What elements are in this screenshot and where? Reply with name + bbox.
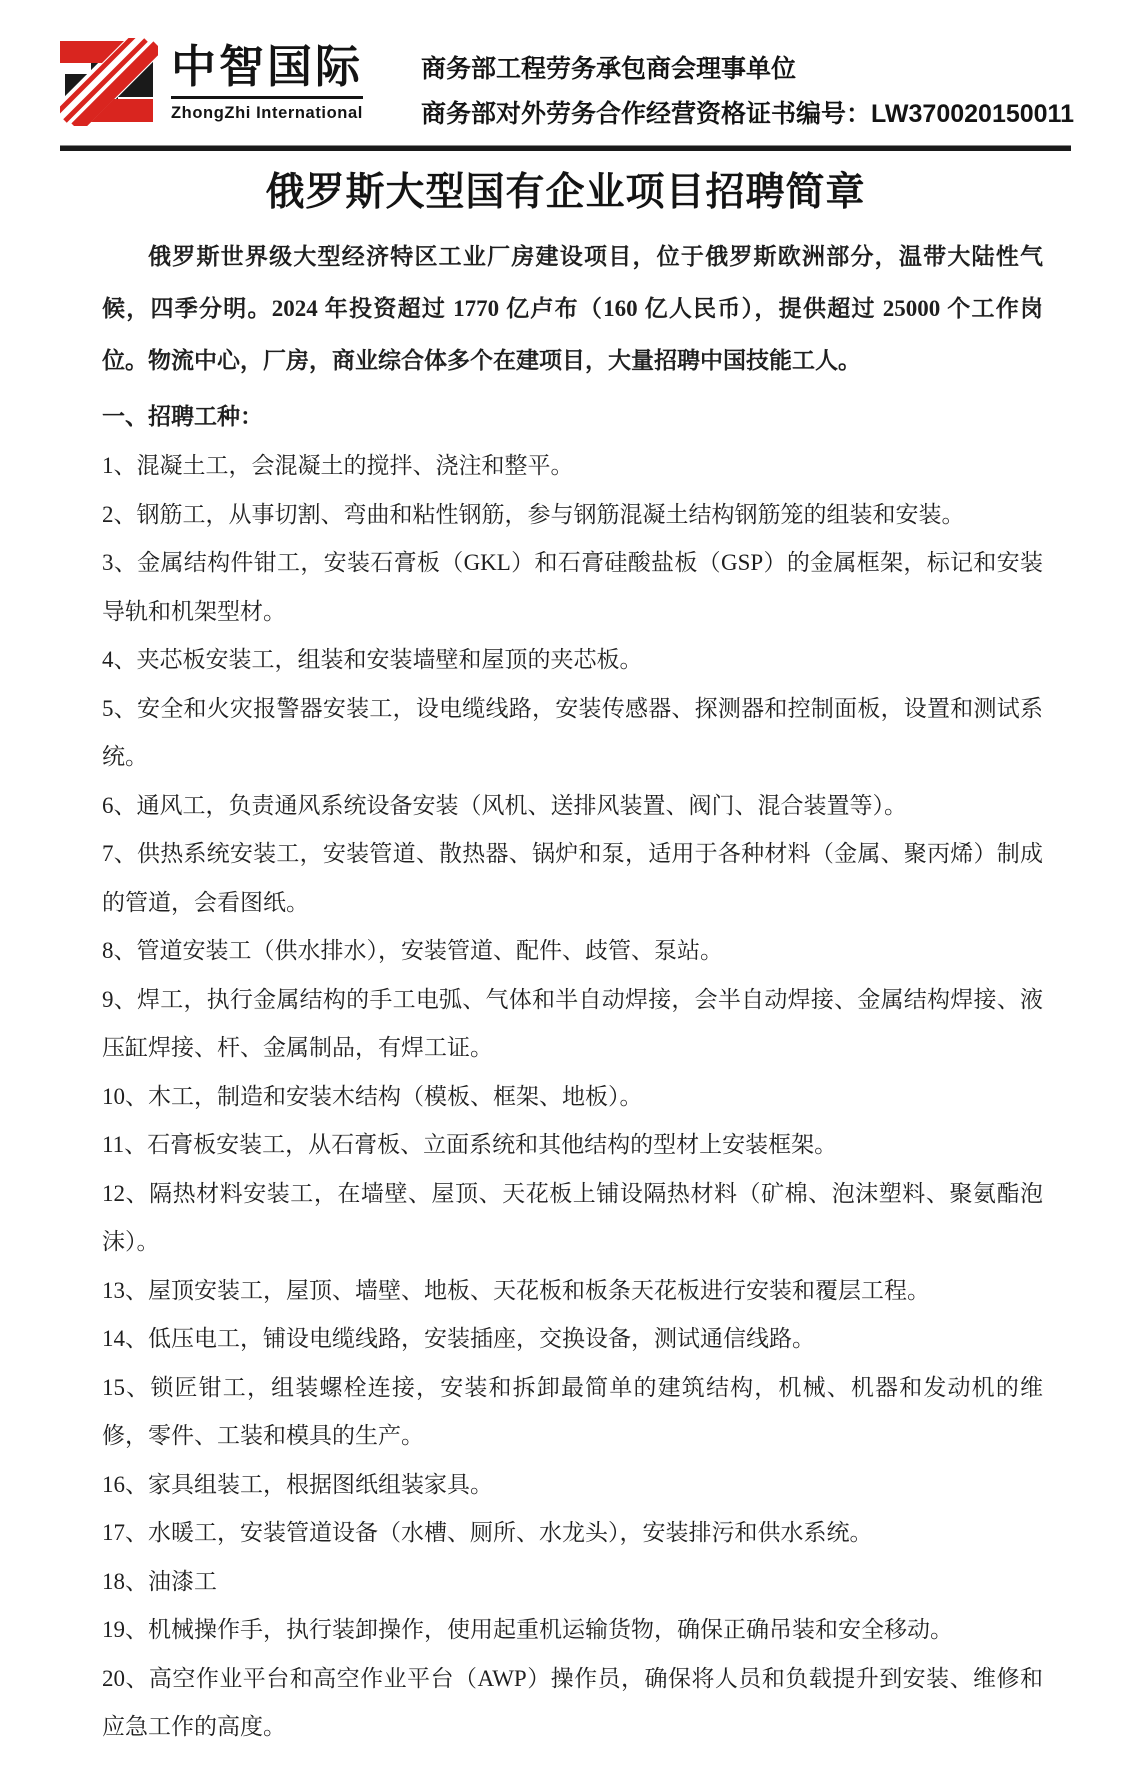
job-item: 5、安全和火灾报警器安装工，设电缆线路，安装传感器、探测器和控制面板，设置和测试系统。 — [102, 695, 1043, 769]
header-divider — [60, 145, 1071, 151]
job-item: 10、木工，制造和安装木结构（模板、框架、地板）。 — [102, 1083, 643, 1109]
zhongzhi-z-logo-icon — [60, 38, 158, 126]
job-item: 15、锁匠钳工，组装螺栓连接，安装和拆卸最简单的建筑结构，机械、机器和发动机的维修，零件、工装和模具的生产。 — [102, 1374, 1043, 1448]
job-item: 4、夹芯板安装工，组装和安装墙壁和屋顶的夹芯板。 — [102, 647, 643, 672]
job-item: 2、钢筋工，从事切割、弯曲和粘性钢筋，参与钢筋混凝土结构钢筋笼的组装和安装。 — [102, 501, 965, 527]
job-item: 18、油漆工 — [102, 1568, 217, 1594]
license-label: 商务部对外劳务合作经营资格证书编号： — [421, 101, 872, 128]
page-title: 俄罗斯大型国有企业项目招聘简章 — [265, 171, 866, 214]
license-line — [421, 92, 1074, 137]
job-item: 16、家具组装工，根据图纸组装家具。 — [102, 1471, 493, 1497]
brand-text — [171, 38, 363, 123]
job-item: 19、机械操作手，执行装卸操作，使用起重机运输货物，确保正确吊装和安全移动。 — [102, 1617, 953, 1642]
job-item: 3、金属结构件钳工，安装石膏板（GKL）和石膏硅酸盐板（GSP）的金属框架，标记和安装导轨和机架型材。 — [102, 550, 1043, 624]
document-body — [60, 231, 1071, 1752]
membership-line: 商务部工程劳务承包商会理事单位 — [421, 56, 797, 83]
brand-name-english: ZhongZhi International — [171, 104, 363, 122]
intro-paragraph: 俄罗斯世界级大型经济特区工业厂房建设项目，位于俄罗斯欧洲部分，温带大陆性气候，四季分明。2024 年投资超过 1770 亿卢布（160 亿人民币），提供超过 25000 个工作岗位。物流中心，厂房，商业综合体多个在建项目，大量招聘中国技能工人。 — [102, 244, 1043, 373]
job-item: 17、水暖工，安装管道设备（水槽、厕所、水龙头），安装排污和供水系统。 — [102, 1520, 873, 1545]
job-item: 20、高空作业平台和高空作业平台（AWP）操作员，确保将人员和负载提升到安装、维修和应急工作的高度。 — [102, 1665, 1043, 1739]
job-item: 6、通风工，负责通风系统设备安装（风机、送排风装置、阀门、混合装置等）。 — [102, 792, 907, 818]
job-item: 8、管道安装工（供水排水），安装管道、配件、歧管、泵站。 — [102, 938, 723, 963]
section-heading-job-types: 一、招聘工种： — [102, 404, 263, 429]
job-item: 12、隔热材料安装工，在墙壁、屋顶、天花板上铺设隔热材料（矿棉、泡沫塑料、聚氨酯泡沫）。 — [102, 1180, 1043, 1254]
job-item: 7、供热系统安装工，安装管道、散热器、锅炉和泵，适用于各种材料（金属、聚丙烯）制成的管道，会看图纸。 — [102, 841, 1043, 915]
job-item: 13、屋顶安装工，屋顶、墙壁、地板、天花板和板条天花板进行安装和覆层工程。 — [102, 1277, 930, 1303]
letterhead-credentials — [421, 38, 1074, 137]
company-brand — [60, 38, 363, 126]
job-list — [102, 442, 1043, 1752]
job-item: 14、低压电工，铺设电缆线路，安装插座，交换设备，测试通信线路。 — [102, 1326, 815, 1351]
job-item: 9、焊工，执行金属结构的手工电弧、气体和半自动焊接，会半自动焊接、金属结构焊接、液压缸焊接、杆、金属制品，有焊工证。 — [102, 986, 1043, 1060]
brand-name-chinese: 中智国际 — [171, 44, 363, 99]
license-number: LW370020150011 — [871, 100, 1074, 128]
job-item: 11、石膏板安装工，从石膏板、立面系统和其他结构的型材上安装框架。 — [102, 1132, 838, 1157]
letterhead — [60, 38, 1074, 137]
job-item: 1、混凝土工，会混凝土的搅拌、浇注和整平。 — [102, 453, 574, 478]
